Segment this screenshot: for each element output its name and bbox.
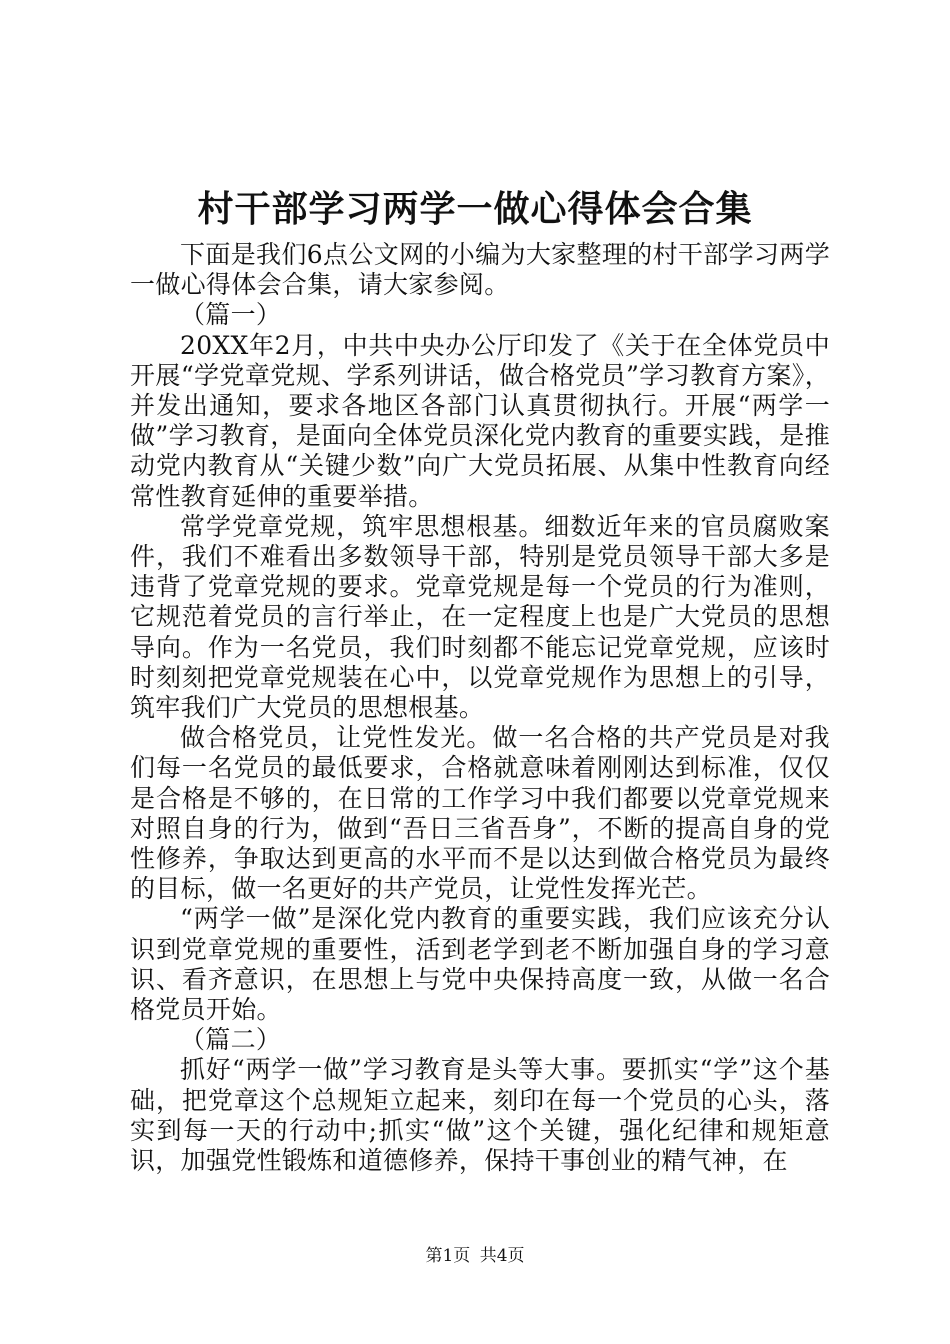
paragraph: “两学一做”是深化党内教育的重要实践，我们应该充分认识到党章党规的重要性，活到老学到老不断加强自身的学习意识、看齐意识，在思想上与党中央保持高度一致，从做一名合格党员开始。 [130, 904, 830, 1025]
paragraph: （篇一） [180, 300, 282, 330]
paragraph: 下面是我们6点公文网的小编为大家整理的村干部学习两学一做心得体会合集，请大家参阅。 [130, 240, 830, 300]
paragraph: 做合格党员，让党性发光。做一名合格的共产党员是对我们每一名党员的最低要求，合格就意味着刚刚达到标准，仅仅是合格是不够的，在日常的工作学习中我们都要以党章党规来对照自身的行为，做到“吾日三省吾身”，不断的提高自身的党性修养，争取达到更高的水平而不是以达到做合格党员为最终的目标，做一名更好的共产党员，让党性发挥光芒。 [130, 723, 830, 904]
document-body [130, 240, 830, 1176]
paragraph: 抓好“两学一做”学习教育是头等大事。要抓实“学”这个基础，把党章这个总规矩立起来，刻印在每一个党员的心头，落实到每一天的行动中;抓实“做”这个关键，强化纪律和规矩意识，加强党性锻炼和道德修养，保持干事创业的精气神，在 [130, 1055, 830, 1176]
page-number-footer: 第1页 共4页 [425, 1246, 525, 1266]
paragraph: （篇二） [180, 1025, 282, 1055]
paragraph: 常学党章党规，筑牢思想根基。细数近年来的官员腐败案件，我们不难看出多数领导干部，特别是党员领导干部大多是违背了党章党规的要求。党章党规是每一个党员的行为准则，它规范着党员的言行举止，在一定程度上也是广大党员的思想导向。作为一名党员，我们时刻都不能忘记党章党规，应该时时刻刻把党章党规装在心中，以党章党规作为思想上的引导，筑牢我们广大党员的思想根基。 [130, 511, 830, 723]
paragraph: 20XX年2月，中共中央办公厅印发了《关于在全体党员中开展“学党章党规、学系列讲话，做合格党员”学习教育方案》，并发出通知，要求各地区各部门认真贯彻执行。开展“两学一做”学习教育，是面向全体党员深化党内教育的重要实践，是推动党内教育从“关键少数”向广大党员拓展、从集中性教育向经常性教育延伸的重要举措。 [130, 330, 830, 511]
document-title: 村干部学习两学一做心得体会合集 [197, 188, 753, 230]
